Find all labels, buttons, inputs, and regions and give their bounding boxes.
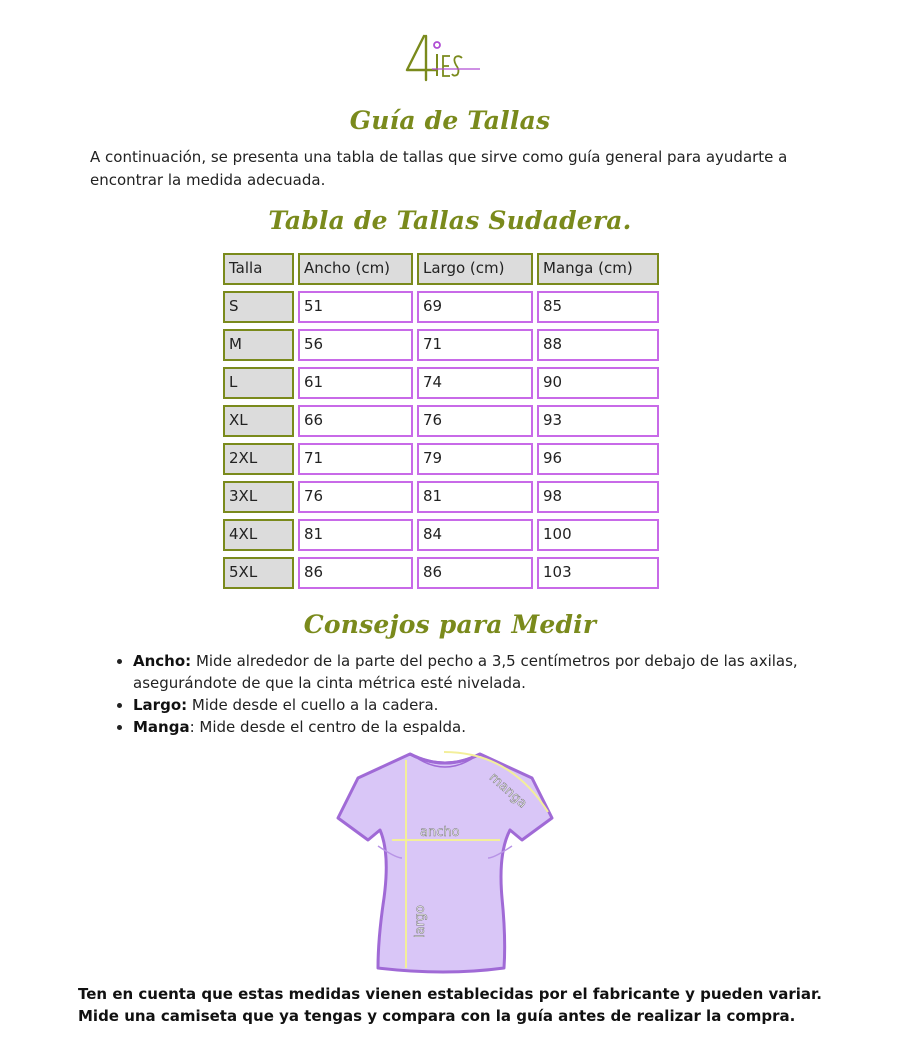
table-header-talla: Talla (223, 253, 294, 285)
tip-term: Manga (133, 718, 190, 736)
page-title: Guía de Tallas (349, 106, 551, 135)
table-cell-size: 3XL (223, 481, 294, 513)
table-cell-ancho: 81 (298, 519, 413, 551)
table-cell-manga: 90 (537, 367, 659, 399)
table-cell-largo: 81 (417, 481, 533, 513)
table-cell-size: 2XL (223, 443, 294, 475)
tshirt-measurement-diagram (334, 748, 556, 974)
table-cell-largo: 84 (417, 519, 533, 551)
intro-paragraph: A continuación, se presenta una tabla de tallas que sirve como guía general para ayudarte a encontrar la medida adecuada. (90, 148, 788, 189)
table-cell-manga: 103 (537, 557, 659, 589)
footer-note: Ten en cuenta que estas medidas vienen establecidas por el fabricante y pueden variar. Mide una camiseta que ya tengas y compara con la guía antes de realizar la compra. (78, 985, 823, 1025)
table-cell-ancho: 56 (298, 329, 413, 361)
table-cell-ancho: 76 (298, 481, 413, 513)
table-cell-size: L (223, 367, 294, 399)
table-cell-largo: 76 (417, 405, 533, 437)
table-cell-ancho: 66 (298, 405, 413, 437)
table-header-manga: Manga (cm) (537, 253, 659, 285)
table-cell-size: 4XL (223, 519, 294, 551)
table-cell-size: 5XL (223, 557, 294, 589)
tips-title: Consejos para Medir (303, 610, 597, 639)
tips-list (110, 650, 853, 738)
table-header-ancho: Ancho (cm) (298, 253, 413, 285)
table-cell-largo: 86 (417, 557, 533, 589)
table-cell-ancho: 51 (298, 291, 413, 323)
table-cell-manga: 93 (537, 405, 659, 437)
table-cell-manga: 88 (537, 329, 659, 361)
largo-label: largo (413, 905, 428, 938)
table-cell-manga: 85 (537, 291, 659, 323)
table-cell-manga: 98 (537, 481, 659, 513)
table-title: Tabla de Tallas Sudadera. (268, 206, 632, 235)
tip-text: : Mide desde el centro de la espalda. (189, 718, 466, 736)
table-cell-manga: 100 (537, 519, 659, 551)
tip-text: Mide alrededor de la parte del pecho a 3,5 centímetros por debajo de las axilas, asegurándote de que la cinta métrica esté nivelada. (133, 652, 798, 692)
table-cell-size: XL (223, 405, 294, 437)
table-cell-largo: 69 (417, 291, 533, 323)
table-cell-ancho: 61 (298, 367, 413, 399)
table-cell-largo: 74 (417, 367, 533, 399)
table-cell-size: S (223, 291, 294, 323)
table-cell-ancho: 71 (298, 443, 413, 475)
table-header-largo: Largo (cm) (417, 253, 533, 285)
list-item (133, 694, 853, 716)
brand-logo (402, 32, 482, 84)
table-cell-size: M (223, 329, 294, 361)
ancho-label: ancho (420, 825, 460, 840)
list-item (133, 650, 853, 694)
list-item (133, 716, 853, 738)
table-cell-largo: 71 (417, 329, 533, 361)
table-cell-ancho: 86 (298, 557, 413, 589)
tip-term: Ancho: (133, 652, 192, 670)
manga-label: manga (486, 770, 530, 812)
tshirt-shape (338, 754, 552, 972)
tip-term: Largo: (133, 696, 188, 714)
tip-text: Mide desde el cuello a la cadera. (187, 696, 439, 714)
table-cell-manga: 96 (537, 443, 659, 475)
table-cell-largo: 79 (417, 443, 533, 475)
